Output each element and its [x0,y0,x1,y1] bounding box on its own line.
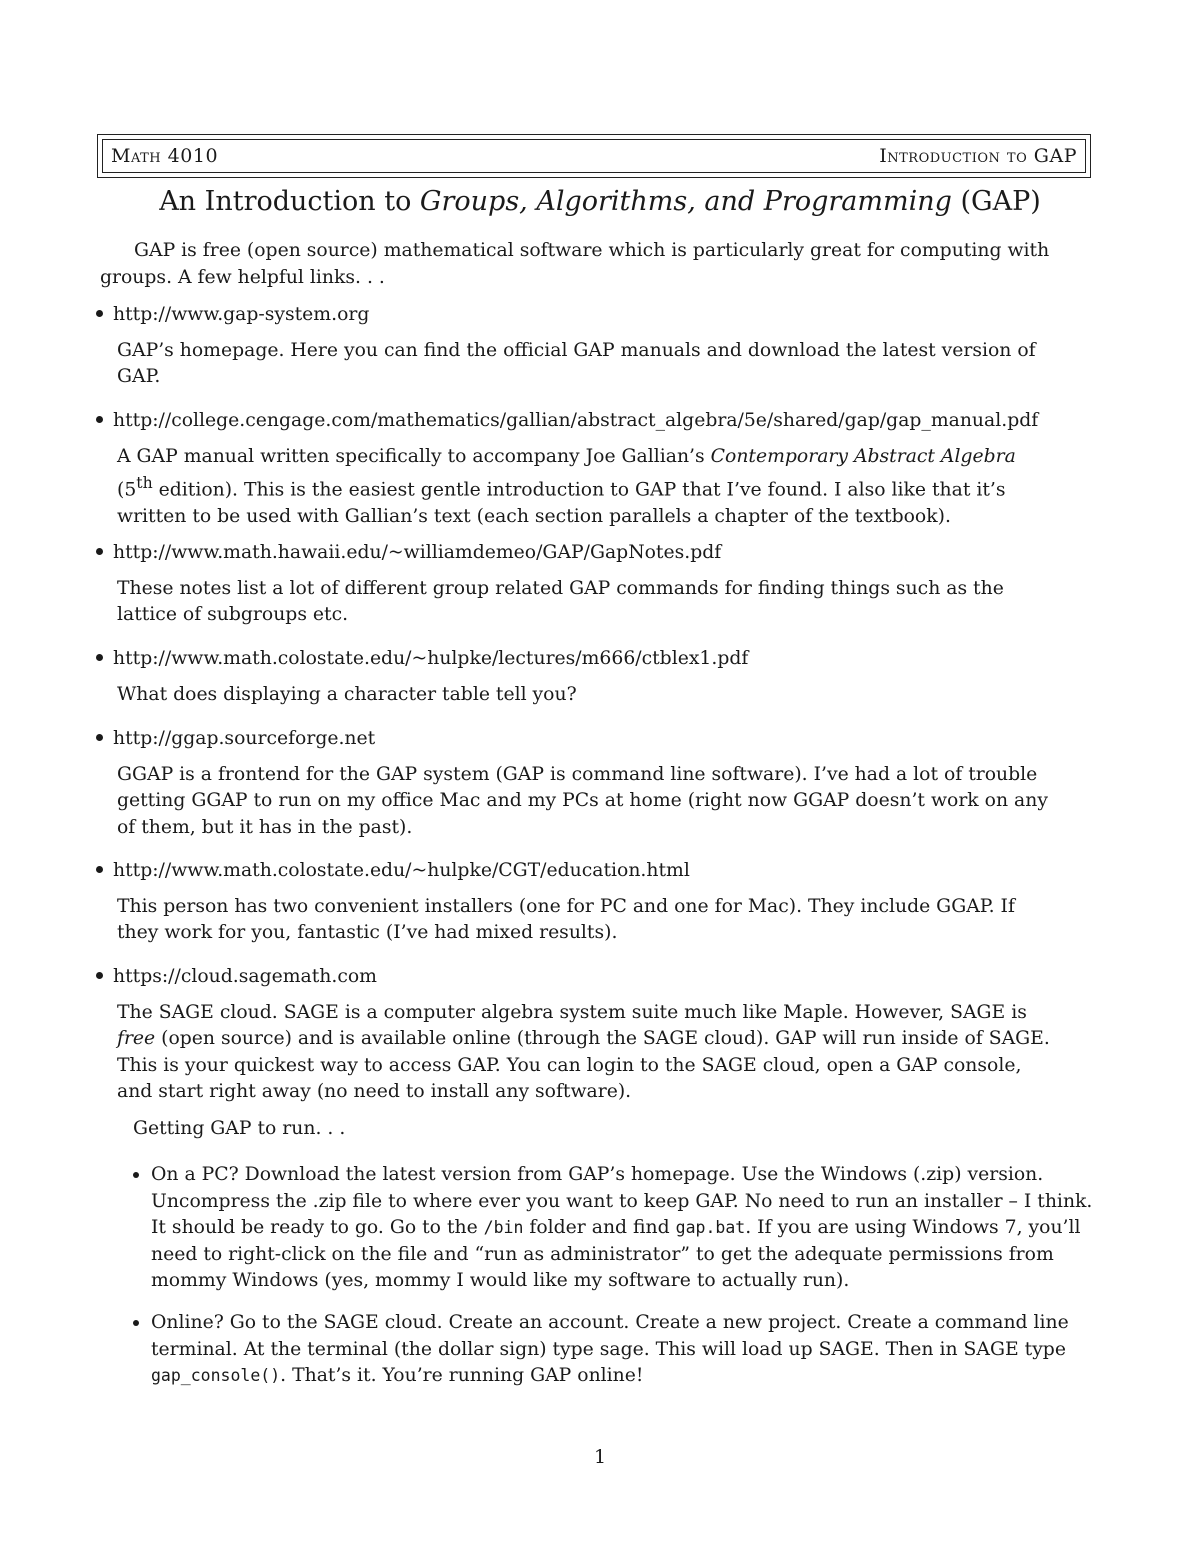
title-prefix: An Introduction to [159,186,420,217]
link-url[interactable]: http://www.math.colostate.edu/~hulpke/lectures/m666/ctblex1.pdf [113,648,749,669]
page-number: 1 [593,1446,607,1468]
link-item-sage-cloud [96,964,1096,1106]
link-description [117,444,1052,531]
bullet-icon [96,734,103,741]
sub-item-text-part: folder and find [523,1217,676,1238]
desc-text: (5 [117,479,137,501]
edition-superscript: th [136,473,153,492]
link-url[interactable]: https://cloud.sagemath.com [113,966,377,987]
link-url[interactable]: http://www.gap-system.org [113,304,370,325]
sub-item-pc [133,1162,1103,1295]
link-description: This person has two convenient installers (one for PC and one for Mac). They include GGAP. If they work for you, fantastic (I’ve had mixed results). [117,895,1015,943]
bullet-icon [96,416,103,423]
link-description: These notes list a lot of different group related GAP commands for finding things such as the lattice of subgroups etc. [117,577,1004,625]
link-item-cgt-education [96,858,1096,947]
link-item-gap-manual [96,408,1096,530]
emphasis-free: free [117,1028,156,1049]
sub-item-text [151,1310,1103,1390]
desc-text: A GAP manual written specifically to accompany Joe Gallian’s [117,445,711,467]
link-description [117,1000,1052,1106]
book-title: Contemporary Abstract Algebra [710,445,1016,467]
link-item-gap-notes [96,540,1096,629]
sub-item-online [133,1310,1103,1390]
link-url[interactable]: http://ggap.sourceforge.net [113,728,376,749]
sub-item-text-part: Online? Go to the SAGE cloud. Create an account. Create a new project. Create a command line terminal. At the terminal (the dollar sign) type sage. This will load up SAGE. Then in SAGE type [151,1312,1069,1360]
getting-started-heading: Getting GAP to run. . . [133,1118,346,1139]
link-description: GAP’s homepage. Here you can find the official GAP manuals and download the latest version of GAP. [117,339,1036,387]
link-item-ggap [96,726,1096,841]
bullet-icon [96,654,103,661]
sub-item-text-part: . If you are using Windows 7, you’ll need to right-click on the file and “run as administrator” to get the adequate permissions from mommy Windows (yes, mommy I would like my software to actually run). [151,1217,1081,1291]
code-gap-bat: gap.bat [675,1218,746,1237]
link-url[interactable]: http://www.math.hawaii.edu/~williamdemeo/GAP/GapNotes.pdf [113,542,722,563]
link-item-gap-system [96,302,1096,391]
title-suffix: (GAP) [951,186,1041,217]
bullet-icon [96,310,103,317]
code-bin: /bin [483,1218,524,1237]
sub-item-text-part: . That’s it. You’re running GAP online! [280,1365,644,1386]
bullet-icon [96,548,103,555]
course-header-inner [102,139,1086,173]
link-description: What does displaying a character table tell you? [117,683,577,705]
intro-paragraph: GAP is free (open source) mathematical software which is particularly great for computing with groups. A few helpful links. . . [100,240,1050,288]
document-topic: Introduction to GAP [879,145,1077,167]
title-italic: Groups, Algorithms, and Programming [419,186,952,217]
sub-item-text-part: On a PC? Download the latest version from GAP’s homepage. Use the Windows (.zip) version. Uncompress the .zip file to where ever you want to keep GAP. No need to run an installer – I think. It should be ready to go. Go to the [151,1164,1093,1238]
bullet-icon [96,972,103,979]
desc-text: The SAGE cloud. SAGE is a computer algebra system suite much like Maple. However, SAGE is [117,1001,1027,1023]
link-url[interactable]: http://college.cengage.com/mathematics/gallian/abstract_algebra/5e/shared/gap/gap_manual.pdf [113,410,1039,431]
link-url[interactable]: http://www.math.colostate.edu/~hulpke/CGT/education.html [113,860,690,881]
course-number: Math 4010 [111,145,219,167]
code-gap-console: gap_console() [151,1366,281,1385]
page-title [0,186,1200,217]
link-item-ctblex [96,646,1096,708]
bullet-icon [133,1320,139,1326]
link-description: GGAP is a frontend for the GAP system (GAP is command line software). I’ve had a lot of trouble getting GGAP to run on my office Mac and my PCs at home (right now GGAP doesn’t work on any of them, but it has in the past). [117,763,1048,838]
desc-text: (open source) and is available online (through the SAGE cloud). GAP will run inside of SAGE. This is your quickest way to access GAP. You can login to the SAGE cloud, open a GAP console, and start right away (no need to install any software). [117,1028,1050,1102]
course-header [97,134,1091,178]
bullet-icon [133,1172,139,1178]
sub-item-text [151,1162,1103,1295]
bullet-icon [96,866,103,873]
desc-text: edition). This is the easiest gentle introduction to GAP that I’ve found. I also like that it’s written to be used with Gallian’s text (each section parallels a chapter of the textbook). [117,479,1006,527]
